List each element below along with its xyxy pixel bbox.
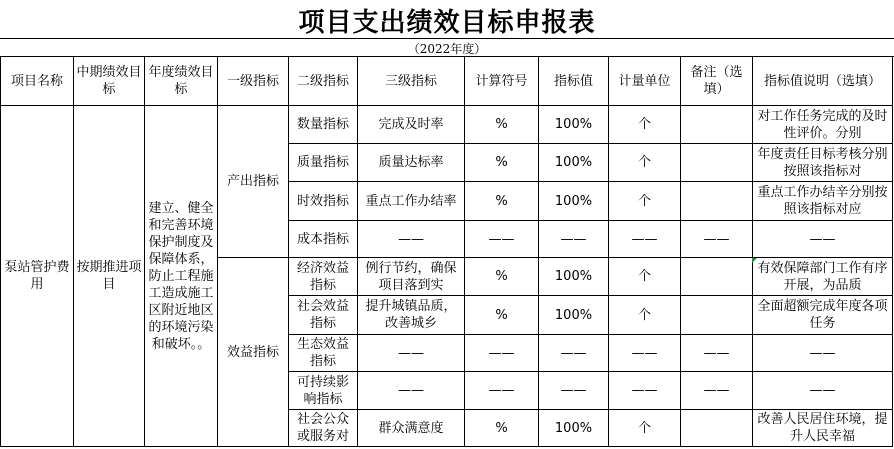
desc-text: 有效保障部门工作有序开展，为品质	[757, 260, 888, 293]
value-cell[interactable]: 100%	[539, 182, 609, 221]
unit-cell[interactable]: ——	[609, 221, 681, 258]
level3-cell[interactable]	[358, 296, 465, 335]
value-cell[interactable]: ——	[539, 372, 609, 410]
level2-cell[interactable]: 质量指标	[289, 144, 358, 182]
page-title: 项目支出绩效目标申报表	[298, 7, 596, 38]
desc-cell[interactable]	[753, 106, 893, 144]
symbol-cell[interactable]: %	[465, 106, 539, 144]
note-cell[interactable]	[681, 182, 753, 221]
level2-cell[interactable]: 成本指标	[289, 221, 358, 258]
desc-cell[interactable]	[753, 182, 893, 221]
note-cell[interactable]	[681, 258, 753, 296]
symbol-cell[interactable]: %	[465, 144, 539, 182]
unit-cell[interactable]: ——	[609, 335, 681, 372]
desc-text: 全面超额完成年度各项任务	[757, 299, 888, 331]
header-cell[interactable]: 一级指标	[218, 57, 289, 106]
unit-cell[interactable]: 个	[609, 410, 681, 447]
level2-cell[interactable]: 时效指标	[289, 182, 358, 221]
header-cell[interactable]: 计算符号	[465, 57, 539, 106]
table-row	[1, 106, 893, 144]
desc-cell[interactable]	[753, 144, 893, 182]
desc-cell[interactable]: ——	[753, 335, 893, 372]
note-cell[interactable]: ——	[681, 372, 753, 410]
annual-goal-cell[interactable]: 建立、健全和完善环境保护制度及保障体系，防止工程施工造成施工区附近地区的环境污染和破坏。。	[145, 106, 218, 447]
level3-cell[interactable]	[358, 258, 465, 296]
desc-cell[interactable]	[753, 410, 893, 447]
desc-cell[interactable]: ——	[753, 372, 893, 410]
note-cell[interactable]	[681, 106, 753, 144]
symbol-cell[interactable]: ——	[465, 221, 539, 258]
header-cell[interactable]: 中期绩效目标	[74, 57, 145, 106]
unit-cell[interactable]: 个	[609, 182, 681, 221]
symbol-cell[interactable]: %	[465, 182, 539, 221]
desc-cell[interactable]	[753, 296, 893, 335]
page-subtitle: （2022年度）	[407, 41, 487, 56]
level1-benefit-cell[interactable]: 效益指标	[218, 258, 289, 447]
level2-cell[interactable]: 社会效益指标	[289, 296, 358, 335]
value-cell[interactable]: 100%	[539, 106, 609, 144]
note-cell[interactable]: ——	[681, 335, 753, 372]
header-cell[interactable]: 三级指标	[358, 57, 465, 106]
header-cell[interactable]: 计量单位	[609, 57, 681, 106]
performance-table	[0, 56, 893, 447]
level3-cell[interactable]: ——	[358, 335, 465, 372]
level3-text: 例行节约，确保项目落到实	[365, 260, 457, 293]
level2-cell[interactable]: 数量指标	[289, 106, 358, 144]
header-cell[interactable]: 二级指标	[289, 57, 358, 106]
value-cell[interactable]: 100%	[539, 296, 609, 335]
value-cell[interactable]: 100%	[539, 144, 609, 182]
unit-cell[interactable]: ——	[609, 372, 681, 410]
level2-text: 社会公众或服务对	[296, 412, 349, 444]
level2-cell[interactable]: 生态效益指标	[289, 335, 358, 372]
level3-cell[interactable]: ——	[358, 221, 465, 258]
header-cell[interactable]: 指标值说明（选填）	[753, 57, 893, 106]
level3-text: 提升城镇品质，改善城乡	[365, 299, 457, 331]
unit-cell[interactable]: 个	[609, 258, 681, 296]
desc-text: 重点工作办结辛分别按照该指标对应	[757, 185, 888, 217]
desc-text: 对工作任务完成的及时性评价。分别	[757, 108, 888, 141]
level2-cell[interactable]: 可持续影响指标	[289, 372, 358, 410]
mid-goal-cell[interactable]: 按期推进项目	[74, 106, 145, 447]
symbol-cell[interactable]: %	[465, 410, 539, 447]
table-header-row	[1, 57, 893, 106]
level3-cell[interactable]: 完成及时率	[358, 106, 465, 144]
header-cell[interactable]: 项目名称	[1, 57, 74, 106]
desc-text: 改善人民居住环境，提升人民幸福	[757, 412, 888, 444]
level1-output-cell[interactable]: 产出指标	[218, 106, 289, 258]
unit-cell[interactable]: 个	[609, 144, 681, 182]
note-cell[interactable]: ——	[681, 221, 753, 258]
level3-cell[interactable]: 质量达标率	[358, 144, 465, 182]
desc-text: 年度责任目标考核分别按照该指标对	[757, 146, 888, 179]
symbol-cell[interactable]: %	[465, 258, 539, 296]
symbol-cell[interactable]: ——	[465, 335, 539, 372]
project-name-cell[interactable]: 泵站管护费用	[1, 106, 74, 447]
note-cell[interactable]	[681, 410, 753, 447]
note-cell[interactable]	[681, 144, 753, 182]
value-cell[interactable]: ——	[539, 335, 609, 372]
desc-cell[interactable]	[753, 258, 893, 296]
desc-cell[interactable]: ——	[753, 221, 893, 258]
unit-cell[interactable]: 个	[609, 106, 681, 144]
header-cell[interactable]: 指标值	[539, 57, 609, 106]
header-cell[interactable]: 备注（选填）	[681, 57, 753, 106]
note-cell[interactable]	[681, 296, 753, 335]
level3-cell[interactable]: ——	[358, 372, 465, 410]
value-cell[interactable]: 100%	[539, 410, 609, 447]
symbol-cell[interactable]: ——	[465, 372, 539, 410]
level3-cell[interactable]: 群众满意度	[358, 410, 465, 447]
header-cell[interactable]: 年度绩效目标	[145, 57, 218, 106]
cell-comment-marker	[752, 258, 757, 263]
value-cell[interactable]: 100%	[539, 258, 609, 296]
symbol-cell[interactable]: %	[465, 296, 539, 335]
unit-cell[interactable]: 个	[609, 296, 681, 335]
level3-cell[interactable]: 重点工作办结率	[358, 182, 465, 221]
level2-cell[interactable]	[289, 410, 358, 447]
level2-cell[interactable]: 经济效益指标	[289, 258, 358, 296]
value-cell[interactable]: ——	[539, 221, 609, 258]
